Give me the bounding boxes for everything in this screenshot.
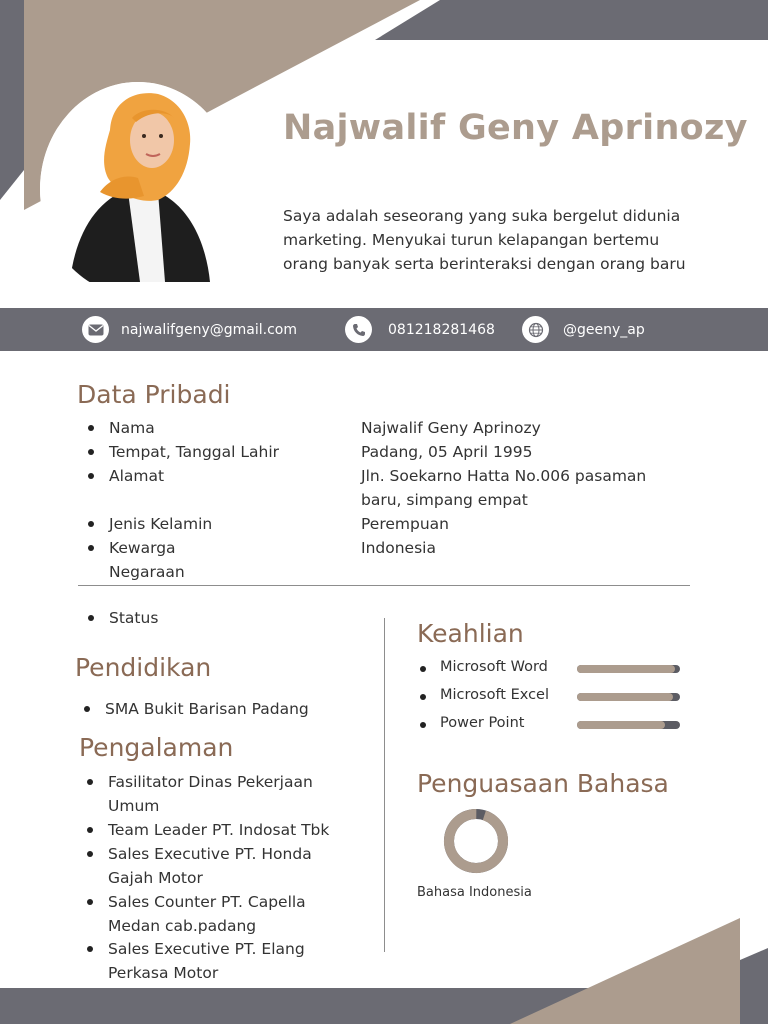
envelope-icon	[82, 316, 109, 343]
section-title-keahlian: Keahlian	[417, 619, 524, 648]
skill-label: Microsoft Word	[440, 659, 548, 675]
globe-icon	[522, 316, 549, 343]
email-text[interactable]: najwalifgeny@gmail.com	[121, 321, 297, 338]
value-kewarganegaraan: Indonesia	[361, 539, 436, 557]
label-jenis-kelamin: Jenis Kelamin	[109, 512, 212, 536]
pendidikan-item: SMA Bukit Barisan Padang	[105, 697, 309, 721]
email-item[interactable]	[82, 308, 297, 351]
social-text[interactable]: @geeny_ap	[563, 321, 645, 338]
label-nama: Nama	[109, 416, 155, 440]
section-title-data-pribadi: Data Pribadi	[77, 380, 231, 409]
skill-bar	[577, 665, 680, 673]
value-alamat: Jln. Soekarno Hatta No.006 pasaman baru, simpang empat	[361, 467, 647, 509]
label-ttl: Tempat, Tanggal Lahir	[109, 440, 279, 464]
language-label: Bahasa Indonesia	[417, 885, 532, 900]
pengalaman-item: Team Leader PT. Indosat Tbk	[108, 818, 358, 842]
skill-bar	[577, 721, 680, 729]
label-kewarganegaraan: Kewarga Negaraan	[109, 536, 219, 584]
phone-text[interactable]: 081218281468	[388, 321, 495, 338]
phone-item[interactable]	[345, 308, 495, 351]
skill-bar	[577, 693, 680, 701]
label-status: Status	[109, 606, 158, 630]
section-divider	[78, 585, 690, 586]
column-divider	[384, 618, 385, 952]
skill-bar-fill	[577, 693, 673, 701]
about-text: Saya adalah seseorang yang suka bergelut didunia marketing. Menyukai turun kelapangan bertemu orang banyak serta berinteraksi dengan orang baru	[283, 207, 686, 273]
language-donut	[441, 806, 511, 876]
section-title-pengalaman: Pengalaman	[79, 733, 234, 762]
full-name: Najwalif Geny Aprinozy	[283, 108, 748, 148]
social-item[interactable]	[522, 308, 645, 351]
pengalaman-item: Sales Executive PT. Honda Gajah Motor	[108, 842, 338, 890]
pengalaman-item: Fasilitator Dinas Pekerjaan Umum	[108, 770, 348, 818]
phone-icon	[345, 316, 372, 343]
profile-photo	[40, 82, 236, 296]
pengalaman-item: Sales Executive PT. Elang Perkasa Motor	[108, 937, 328, 985]
value-nama: Najwalif Geny Aprinozy	[361, 419, 541, 437]
skill-label: Power Point	[440, 715, 525, 731]
label-alamat: Alamat	[109, 464, 164, 488]
section-title-pendidikan: Pendidikan	[75, 653, 212, 682]
contact-bar	[0, 308, 768, 351]
skill-label: Microsoft Excel	[440, 687, 550, 703]
donut-fill	[442, 807, 510, 875]
pengalaman-item: Sales Counter PT. Capella Medan cab.padang	[108, 890, 328, 938]
section-title-bahasa: Penguasaan Bahasa	[417, 769, 669, 798]
skill-bar-fill	[577, 665, 675, 673]
skill-bar-fill	[577, 721, 665, 729]
value-jenis-kelamin: Perempuan	[361, 515, 449, 533]
value-ttl: Padang, 05 April 1995	[361, 443, 533, 461]
